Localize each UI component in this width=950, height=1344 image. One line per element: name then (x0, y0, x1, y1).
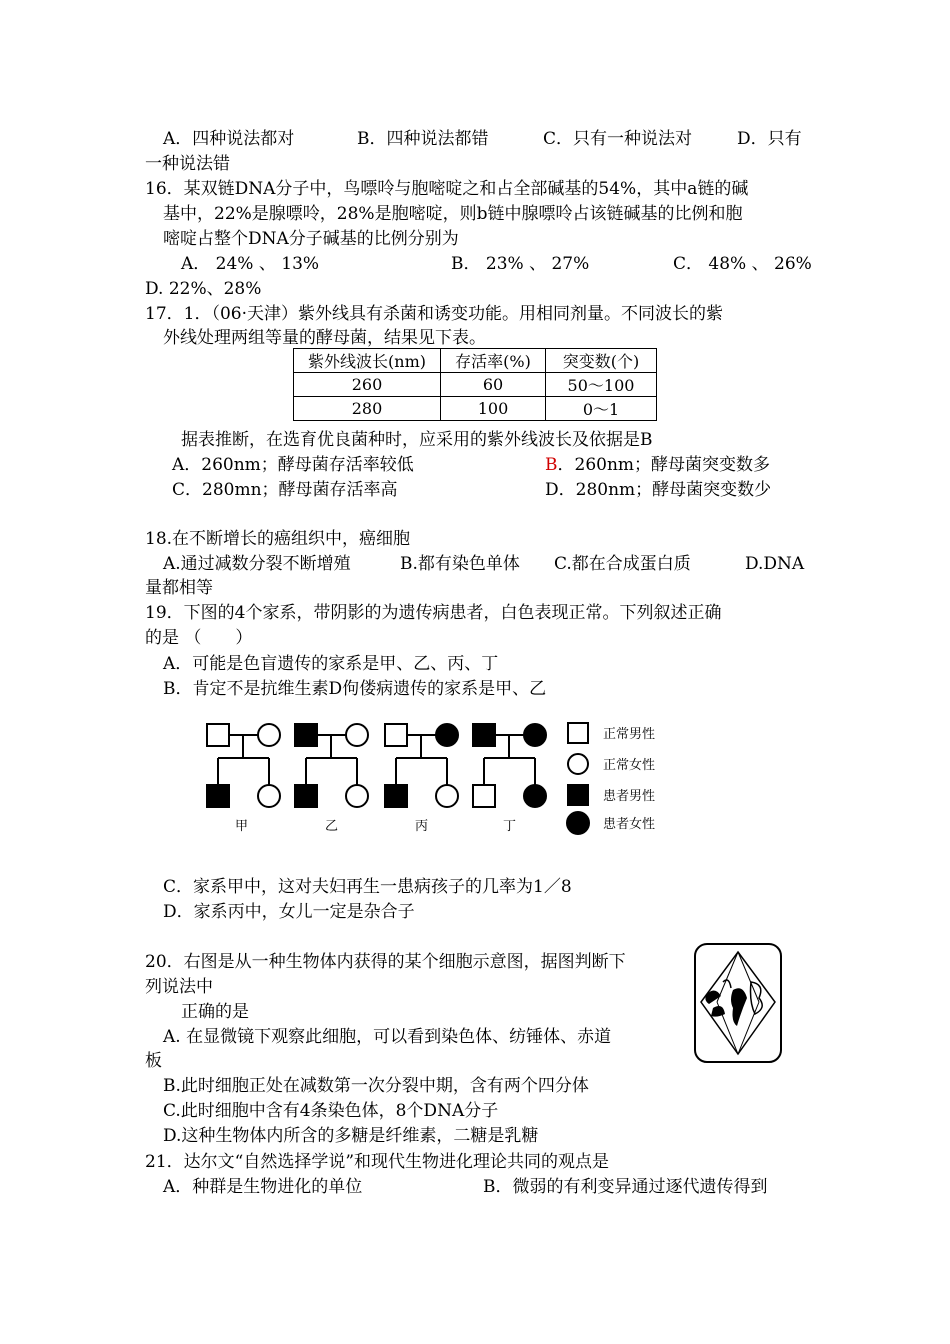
q20-stem-line1: 20．右图是从一种生物体内获得的某个细胞示意图，据图判断下 (145, 952, 626, 972)
q16-stem-line1: 16．某双链DNA分子中，鸟嘌呤与胞嘧啶之和占全部碱基的54%，其中a链的碱 (145, 179, 749, 199)
affected-female-symbol (524, 785, 546, 807)
legend-affected-male-label: 患者男性 (603, 789, 656, 804)
q17-stem-line2: 外线处理两组等量的酵母菌，结果见下表。 (163, 328, 486, 348)
normal-male-symbol (473, 785, 495, 807)
q15-option-c: C．只有一种说法对 (543, 129, 693, 149)
normal-female-symbol (436, 785, 458, 807)
table-cell: 100 (441, 397, 546, 421)
q16-option-b: B． 23% 、 27% (451, 254, 590, 274)
q18-option-a: A.通过减数分裂不断增殖 (163, 554, 351, 574)
family-label-yi: 乙 (325, 819, 339, 834)
q17-question: 据表推断，在选育优良菌种时，应采用的紫外线波长及依据是B (181, 430, 653, 450)
q18-option-d: D.DNA (745, 554, 805, 574)
legend-normal-female-label: 正常女性 (603, 758, 656, 773)
affected-male-symbol (295, 724, 317, 746)
affected-male-symbol (295, 785, 317, 807)
q20-option-d: D.这种生物体内所含的多糖是纤维素，二糖是乳糖 (163, 1126, 539, 1146)
q15-option-a: A．四种说法都对 (163, 129, 295, 149)
affected-female-symbol (524, 724, 546, 746)
q16-option-d: D. 22%、28% (145, 279, 262, 299)
q16-stem-line2: 基中，22%是腺嘌呤，28%是胞嘧啶，则b链中腺嘌呤占该链碱基的比例和胞 (163, 204, 743, 224)
q19-option-b: B．肯定不是抗维生素D佝偻病遗传的家系是甲、乙 (163, 679, 547, 699)
q21-option-b: B．微弱的有利变异通过逐代遗传得到 (483, 1177, 768, 1197)
q19-stem-line1: 19．下图的4个家系，带阴影的为遗传病患者，白色表现正常。下列叙述正确 (145, 603, 722, 623)
q20-stem-line3: 正确的是 (181, 1002, 249, 1022)
q17-option-b-letter: B (545, 455, 558, 475)
table-row (294, 397, 657, 421)
table-cell: 280 (294, 397, 441, 421)
q20-option-a-cont: 板 (145, 1051, 162, 1071)
q20-option-a: A. 在显微镜下观察此细胞，可以看到染色体、纺锤体、赤道 (163, 1027, 612, 1047)
uv-table-header: 存活率(%) (441, 349, 546, 373)
q21-option-a: A．种群是生物进化的单位 (163, 1177, 363, 1197)
q16-option-a: A． 24% 、 13% (181, 254, 320, 274)
normal-female-symbol (346, 785, 368, 807)
legend-affected-female-symbol (567, 812, 589, 834)
family-label-bing: 丙 (415, 819, 429, 834)
q20-option-b: B.此时细胞正处在减数第一次分裂中期，含有两个四分体 (163, 1076, 589, 1096)
q17-option-d: D．280nm；酵母菌突变数少 (545, 480, 772, 500)
family-label-jia: 甲 (235, 819, 249, 834)
q18-option-d-cont: 量都相等 (145, 578, 213, 598)
q16-stem-line3: 嘧啶占整个DNA分子碱基的比例分别为 (163, 229, 459, 249)
normal-male-symbol (385, 724, 407, 746)
q18-stem: 18.在不断增长的癌组织中，癌细胞 (145, 529, 411, 549)
cell-diagram (693, 942, 783, 1064)
uv-table-header: 紫外线波长(nm) (294, 349, 441, 373)
q15-option-d: D．只有 (737, 129, 802, 149)
legend-affected-male-symbol (568, 785, 588, 805)
q19-stem-line2: 的是 （ ） (145, 628, 253, 648)
table-cell: 50～100 (546, 373, 657, 397)
q16-option-c: C． 48% 、 26% (673, 254, 812, 274)
normal-male-symbol (207, 724, 229, 746)
q21-stem: 21．达尔文“自然选择学说”和现代生物进化理论共同的观点是 (145, 1152, 610, 1172)
normal-female-symbol (346, 724, 368, 746)
legend-affected-female-label: 患者女性 (603, 817, 656, 832)
q17-option-c: C．280mn；酵母菌存活率高 (172, 480, 398, 500)
legend-normal-male-label: 正常男性 (603, 727, 656, 742)
legend-normal-female-symbol (568, 754, 588, 774)
pedigree-figure (198, 714, 668, 842)
normal-female-symbol (258, 785, 280, 807)
affected-male-symbol (473, 724, 495, 746)
q17-option-b-text: ．260nm；酵母菌突变数多 (557, 455, 771, 475)
table-cell: 0～1 (546, 397, 657, 421)
family-label-ding: 丁 (503, 819, 517, 834)
uv-table-header: 突变数(个) (546, 349, 657, 373)
q20-option-c: C.此时细胞中含有4条染色体，8个DNA分子 (163, 1101, 499, 1121)
q17-option-b (545, 454, 770, 476)
q20-stem-line2: 列说法中 (145, 977, 213, 997)
q18-option-c: C.都在合成蛋白质 (554, 554, 691, 574)
table-cell: 260 (294, 373, 441, 397)
q19-option-d: D．家系丙中，女儿一定是杂合子 (163, 902, 415, 922)
table-cell: 60 (441, 373, 546, 397)
q17-stem-line1: 17．1．（06·天津）紫外线具有杀菌和诱变功能。用相同剂量。不同波长的紫 (145, 304, 723, 324)
q17-option-a: A．260nm；酵母菌存活率较低 (172, 455, 414, 475)
uv-table (293, 348, 657, 421)
affected-female-symbol (436, 724, 458, 746)
table-row (294, 373, 657, 397)
q19-option-c: C．家系甲中，这对夫妇再生一患病孩子的几率为1／8 (163, 877, 572, 897)
affected-male-symbol (207, 785, 229, 807)
legend-normal-male-symbol (568, 723, 588, 743)
normal-female-symbol (258, 724, 280, 746)
q19-option-a: A．可能是色盲遗传的家系是甲、乙、丙、丁 (163, 654, 499, 674)
q18-option-b: B.都有染色单体 (400, 554, 520, 574)
q15-option-d-cont: 一种说法错 (145, 154, 230, 174)
q15-option-b: B．四种说法都错 (357, 129, 489, 149)
affected-male-symbol (385, 785, 407, 807)
